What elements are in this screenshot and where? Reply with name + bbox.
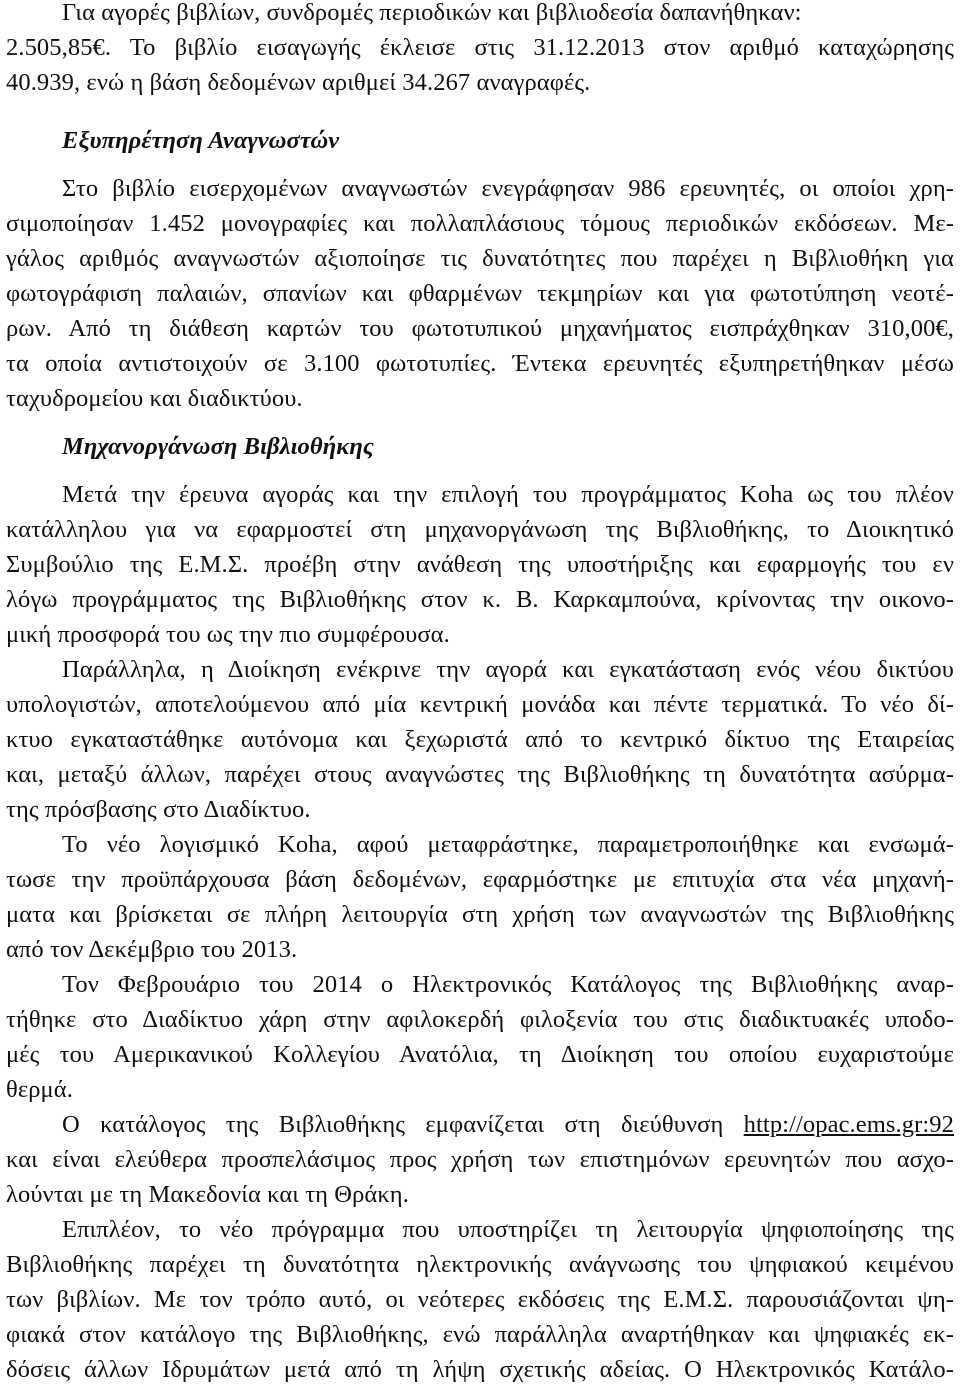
automation-p4-line-3: μές του Αμερικανικού Κολλεγίου Ανατόλια, τη Διοίκηση του οποίου ευχαριστούμε: [6, 1041, 954, 1068]
readers-line-6: τα οποία αντιστοιχούν σε 3.100 φωτοτυπίες. Έντεκα ερευνητές εξυπηρετήθηκαν μέσω: [6, 350, 954, 377]
automation-p6-line-3: των βιβλίων. Με τον τρόπο αυτό, οι νεότερες εκδόσεις της Ε.Μ.Σ. παρουσιάζονται ψη-: [6, 1286, 954, 1313]
automation-p3-line-2: τωσε την προϋπάρχουσα βάση δεδομένων, εφαρμόστηκε με επιτυχία στα νέα μηχανή-: [6, 866, 954, 893]
automation-p5-line-2: και είναι ελεύθερα προσπελάσιμος προς χρήση των επιστημόνων ερευνητών που ασχο-: [6, 1146, 954, 1173]
readers-line-3: γάλος αριθμός αναγνωστών αξιοποίησε τις δυνατότητες που παρέχει η Βιβλιοθήκη για: [6, 245, 954, 272]
automation-p3-line-1: Το νέο λογισμικό Koha, αφού μεταφράστηκε, παραμετροποιήθηκε και ενσωμά-: [62, 831, 954, 858]
automation-p4-line-2: τήθηκε στο Διαδίκτυο χάρη στην αφιλοκερδή φιλοξενία του στις διαδικτυακές υποδο-: [6, 1006, 954, 1033]
readers-line-1: Στο βιβλίο εισερχομένων αναγνωστών ενεγράφησαν 986 ερευνητές, οι οποίοι χρη-: [62, 175, 954, 202]
intro-line-2: 2.505,85€. Το βιβλίο εισαγωγής έκλεισε στις 31.12.2013 στον αριθμό καταχώρησης: [6, 34, 954, 61]
readers-line-2: σιμοποίησαν 1.452 μονογραφίες και πολλαπλάσιους τόμους περιοδικών εκδόσεων. Με-: [6, 210, 954, 237]
automation-p2-line-1: Παράλληλα, η Διοίκηση ενέκρινε την αγορά και εγκατάσταση ενός νέου δικτύου: [62, 656, 954, 683]
automation-p6-line-1: Επιπλέον, το νέο πρόγραμμα που υποστηρίζει τη λειτουργία ψηφιοποίησης της: [62, 1216, 954, 1243]
automation-p1-line-4: λόγω προγράμματος της Βιβλιοθήκης στον κ. Β. Καρκαμπούνα, κρίνοντας την οικονο-: [6, 586, 954, 613]
automation-p1-line-5: μική προσφορά του ως την πιο συμφέρουσα.: [6, 621, 450, 648]
intro-line-1: Για αγορές βιβλίων, συνδρομές περιοδικών και βιβλιοδεσία δαπανήθηκαν:: [62, 0, 802, 26]
automation-p3-line-3: ματα και βρίσκεται σε πλήρη λειτουργία στη χρήση των αναγνωστών της Βιβλιοθήκης: [6, 901, 954, 928]
automation-p6-line-2: Βιβλιοθήκης παρέχει τη δυνατότητα ηλεκτρονικής ανάγνωσης του ψηφιακού κειμένου: [6, 1251, 954, 1278]
automation-p1-line-1: Μετά την έρευνα αγοράς και την επιλογή του προγράμματος Koha ως του πλέον: [62, 481, 954, 508]
automation-p2-line-2: υπολογιστών, αποτελούμενου από μία κεντρική μονάδα και πέντε τερματικά. Το νέο δί-: [6, 691, 954, 718]
readers-line-4: φωτογράφιση παλαιών, σπανίων και φθαρμένων τεκμηρίων και για φωτοτύπηση νεοτέ-: [6, 280, 954, 307]
automation-p1-line-3: Συμβούλιο της Ε.Μ.Σ. προέβη στην ανάθεση της υποστήριξης και εφαρμογής του εν: [6, 551, 954, 578]
opac-link[interactable]: http://opac.ems.gr:92: [743, 1111, 954, 1138]
automation-heading: Μηχανοργάνωση Βιβλιοθήκης: [62, 433, 374, 460]
intro-line-3: 40.939, ενώ η βάση δεδομένων αριθμεί 34.267 αναγραφές.: [6, 69, 591, 96]
automation-p2-line-5: της πρόσβασης στο Διαδίκτυο.: [6, 796, 311, 823]
automation-p5-line-3: λούνται με τη Μακεδονία και τη Θράκη.: [6, 1181, 409, 1208]
automation-p2-line-3: κτυο εγκαταστάθηκε αυτόνομα και ξεχωριστά από το κεντρικό δίκτυο της Εταιρείας: [6, 726, 954, 753]
automation-p6-line-4: φιακά στον κατάλογο της Βιβλιοθήκης, ενώ παράλληλα αναρτήθηκαν και ψηφιακές εκ-: [6, 1321, 954, 1348]
catalog-address-text: Ο κατάλογος της Βιβλιοθήκης εμφανίζεται στη διεύθυνση: [62, 1111, 724, 1138]
automation-p4-line-1: Τον Φεβρουάριο του 2014 ο Ηλεκτρονικός Κατάλογος της Βιβλιοθήκης αναρ-: [62, 971, 954, 998]
readers-heading: Εξυπηρέτηση Αναγνωστών: [62, 127, 340, 154]
automation-p1-line-2: κατάλληλου για να εφαρμοστεί στη μηχανοργάνωση της Βιβλιοθήκης, το Διοικητικό: [6, 516, 954, 543]
automation-p4-line-4: θερμά.: [6, 1076, 73, 1103]
automation-p5-line-1: [62, 1110, 954, 1140]
automation-p2-line-4: και, μεταξύ άλλων, παρέχει στους αναγνώστες της Βιβλιοθήκης τη δυνατότητα ασύρμα-: [6, 761, 954, 788]
automation-p6-line-5: δόσεις άλλων Ιδρυμάτων μετά από τη λήψη σχετικής αδείας. Ο Ηλεκτρονικός Κατάλο-: [6, 1356, 954, 1383]
automation-p3-line-4: από τον Δεκέμβριο του 2013.: [6, 936, 298, 963]
readers-line-5: ρων. Από τη διάθεση καρτών του φωτοτυπικού μηχανήματος εισπράχθηκαν 310,00€,: [6, 315, 954, 342]
readers-line-7: ταχυδρομείου και διαδικτύου.: [6, 385, 303, 412]
